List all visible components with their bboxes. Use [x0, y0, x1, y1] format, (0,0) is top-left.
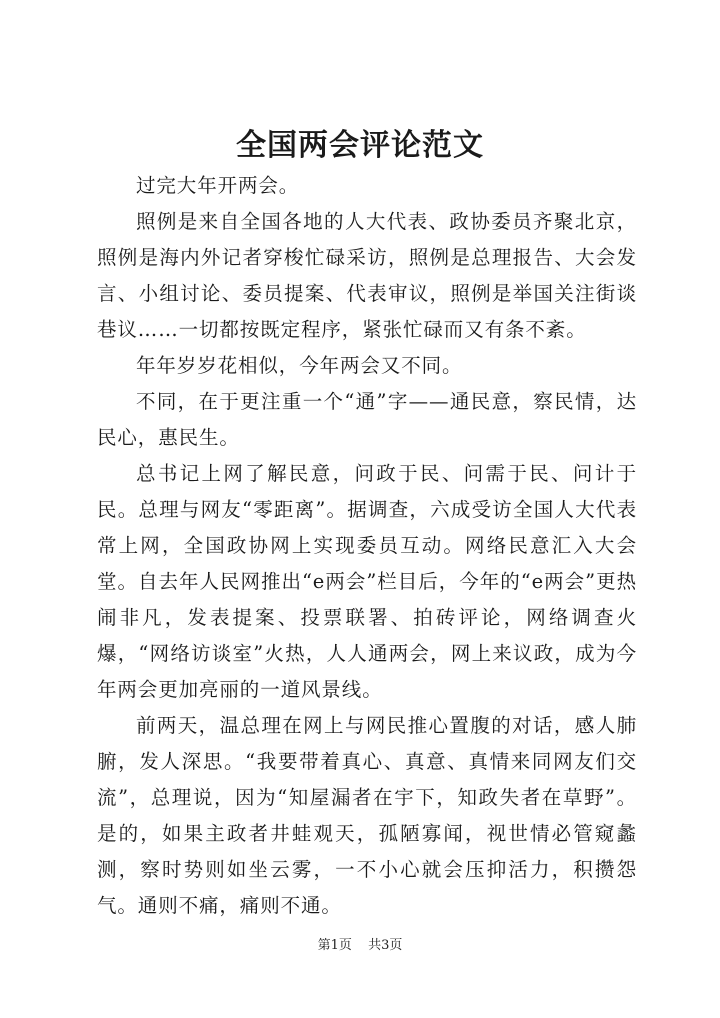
page-title: 全国两会评论范文: [236, 128, 484, 163]
page-number: 第1页: [317, 938, 352, 953]
document-body: [97, 168, 637, 924]
paragraph-5: 总书记上网了解民意，问政于民、问需于民、问计于民。总理与网友“零距离”。据调查，六成受访全国人大代表常上网，全国政协网上实现委员互动。网络民意汇入大会堂。自去年人民网推出“e两会”栏目后，今年的“e两会”更热闹非凡，发表提案、投票联署、拍砖评论，网络调查火爆，“网络访谈室”火热，人人通两会，网上来议政，成为今年两会更加亮丽的一道风景线。: [97, 462, 637, 701]
page-footer: [0, 936, 720, 956]
paragraph-1: 过完大年开两会。: [136, 174, 300, 197]
paragraph-2: 照例是来自全国各地的人大代表、政协委员齐聚北京，照例是海内外记者穿梭忙碌采访，照例是总理报告、大会发言、小组讨论、委员提案、代表审议，照例是举国关注街谈巷议……一切都按既定程序，紧张忙碌而又有条不紊。: [97, 210, 637, 341]
paragraph-3: 年年岁岁花相似，今年两会又不同。: [136, 354, 463, 377]
paragraph-4: 不同，在于更注重一个“通”字——通民意，察民情，达民心，惠民生。: [97, 390, 637, 449]
page-total: 共3页: [368, 938, 403, 953]
paragraph-6: 前两天，温总理在网上与网民推心置腹的对话，感人肺腑，发人深思。“我要带着真心、真意、真情来同网友们交流”，总理说，因为“知屋漏者在宇下，知政失者在草野”。是的，如果主政者井蛙观天，孤陋寡闻，视世情必管窥蠡测，察时势则如坐云雾，一不小心就会压抑活力，积攒怨气。通则不痛，痛则不通。: [97, 714, 637, 917]
